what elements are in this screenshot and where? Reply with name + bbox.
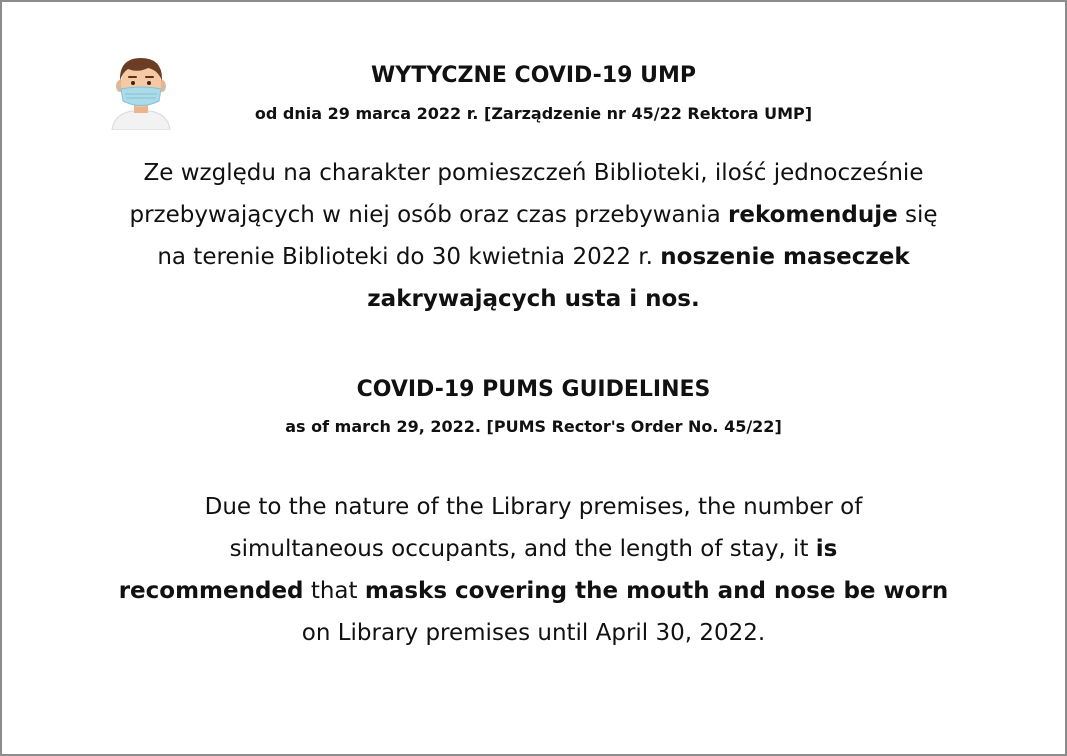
pl-title: WYTYCZNE COVID-19 UMP bbox=[371, 63, 696, 88]
pl-subtitle: od dnia 29 marca 2022 r. [Zarządzenie nr 45/22 Rektora UMP] bbox=[254, 104, 813, 123]
en-emphasis-recommended: recommended bbox=[118, 578, 304, 604]
en-emphasis-is: is bbox=[815, 536, 838, 562]
en-line-1: Due to the nature of the Library premises, the number of bbox=[204, 494, 863, 520]
pl-emphasis-recommend: rekomenduje bbox=[728, 202, 898, 228]
pl-line-2-text: przebywających w niej osób oraz czas przebywania bbox=[129, 202, 728, 228]
en-line-3-that: that bbox=[303, 578, 365, 604]
pl-line-4 bbox=[2, 278, 1065, 320]
en-emphasis-masks: masks covering the mouth and nose be worn bbox=[364, 578, 949, 604]
pl-line-1: Ze względu na charakter pomieszczeń Biblioteki, ilość jednocześnie bbox=[143, 160, 924, 186]
en-subtitle: as of march 29, 2022. [PUMS Rector's Order No. 45/22] bbox=[285, 417, 782, 436]
pl-emphasis-mouth-nose: zakrywających usta i nos. bbox=[367, 286, 700, 312]
en-line-2-text: simultaneous occupants, and the length of stay, it bbox=[229, 536, 816, 562]
en-title: COVID-19 PUMS GUIDELINES bbox=[356, 377, 711, 402]
pl-paragraph bbox=[2, 152, 1065, 320]
pl-line-3 bbox=[2, 236, 1065, 278]
pl-line-2 bbox=[2, 194, 1065, 236]
en-line-3 bbox=[2, 570, 1065, 612]
en-line-4: on Library premises until April 30, 2022. bbox=[301, 620, 766, 646]
pl-line-3-text: na terenie Biblioteki do 30 kwietnia 2022 r. bbox=[157, 244, 661, 270]
pl-emphasis-masks: noszenie maseczek bbox=[660, 244, 910, 270]
en-line-2 bbox=[2, 528, 1065, 570]
en-paragraph bbox=[2, 486, 1065, 654]
pl-line-2-end: się bbox=[897, 202, 938, 228]
